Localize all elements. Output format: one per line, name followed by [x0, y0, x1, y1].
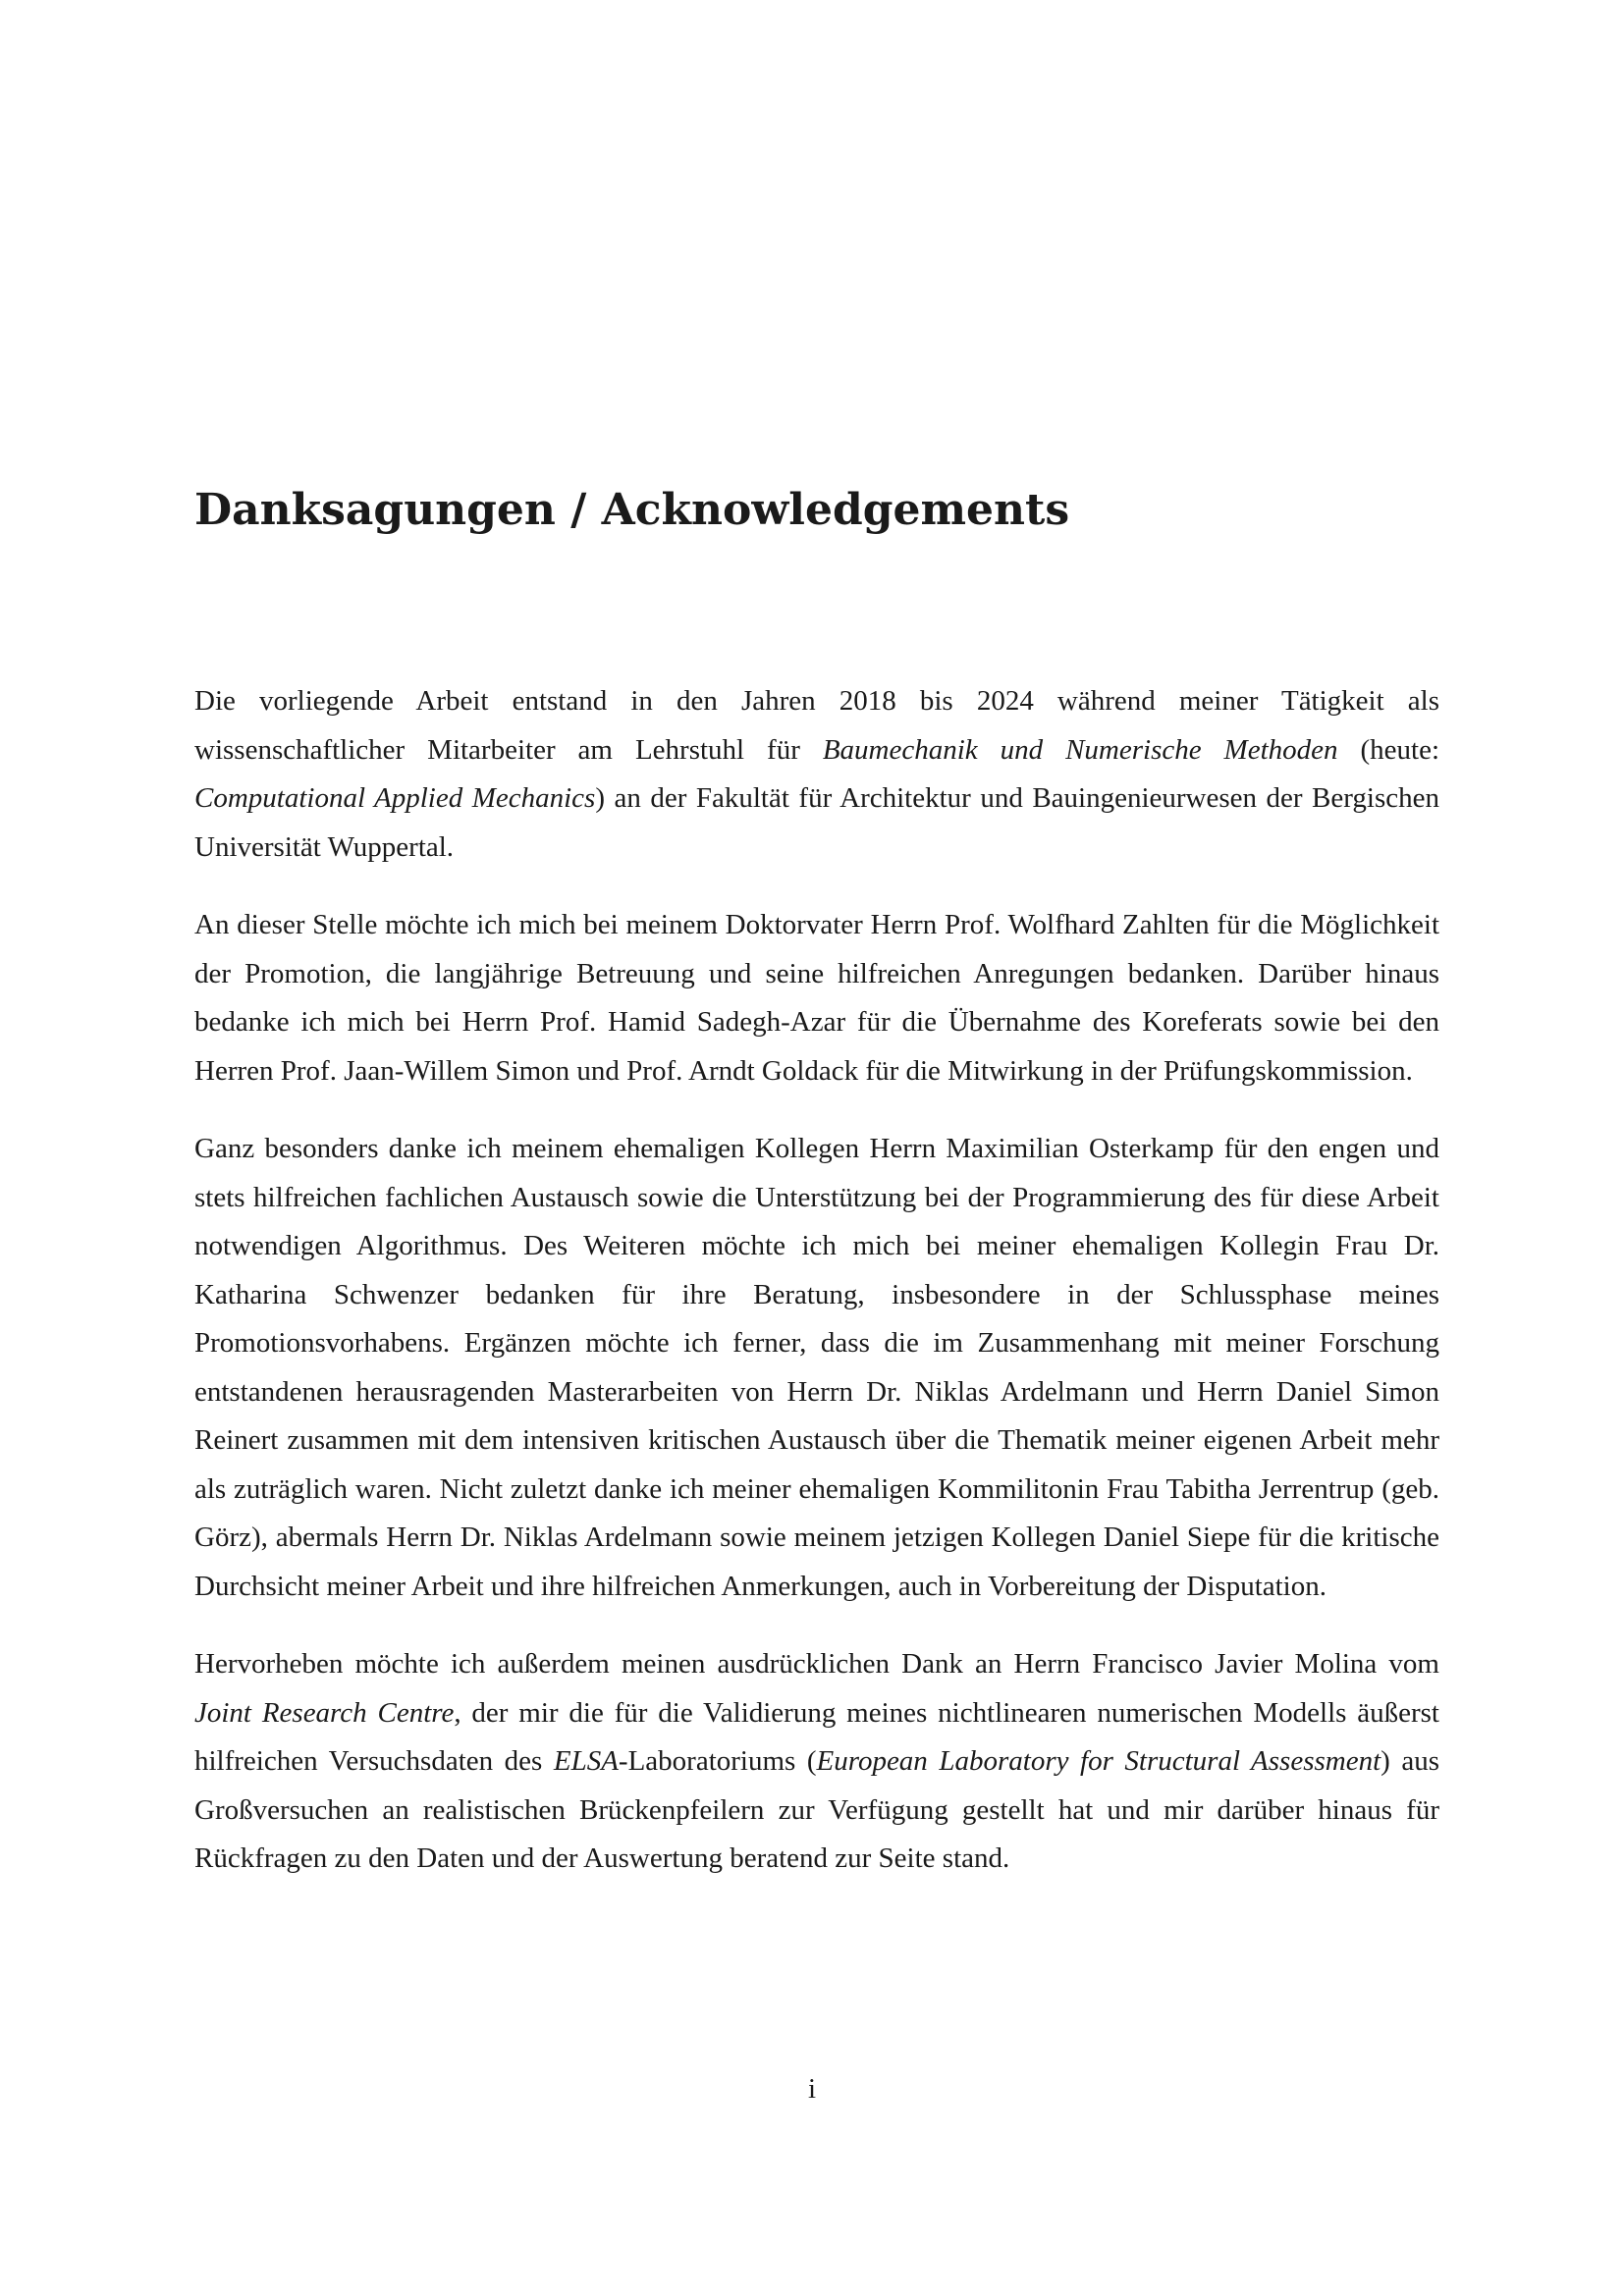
text-segment: Die vorliegende Arbeit entstand in den Jahren 2018 bis 2024 während meiner Tätigkeit als wissenschaftlicher Mitarbeiter am Lehrstuhl für	[194, 685, 1439, 766]
italic-text: European Laboratory for Structural Assessment	[816, 1745, 1381, 1777]
paragraph	[194, 901, 1439, 1095]
text-segment: ) aus Großversuchen an realistischen Brückenpfeilern zur Verfügung gestellt hat und mir darüber hinaus für Rückfragen zu den Daten und der Auswertung beratend zur Seite stand.	[194, 1745, 1439, 1874]
page-title: Danksagungen / Acknowledgements	[194, 485, 1070, 535]
text-segment: , der mir die für die Validierung meines nichtlinearen numerischen Modells äußerst hilfreichen Versuchsdaten des	[194, 1696, 1439, 1777]
italic-text: Baumechanik und Numerische Methoden	[822, 733, 1338, 766]
page-number: i	[807, 2073, 817, 2105]
italic-text: ELSA	[553, 1745, 619, 1777]
text-segment: Hervorheben möchte ich außerdem meinen ausdrücklichen Dank an Herrn Francisco Javier Molina vom	[194, 1648, 1439, 1680]
text-segment: ) an der Fakultät für Architektur und Bauingenieurwesen der Bergischen Universität Wuppertal.	[194, 782, 1439, 863]
text-segment: Ganz besonders danke ich meinem ehemaligen Kollegen Herrn Maximilian Osterkamp für den engen und stets hilfreichen fachlichen Austausch sowie die Unterstützung bei der Programmierung des für diese Arbeit notwendigen Algorithmus. Des Weiteren möchte ich mich bei meiner ehemaligen Kollegin Frau Dr. Katharina Schwenzer bedanken für ihre Beratung, insbesondere in der Schlussphase meines Promotionsvorhabens. Ergänzen möchte ich ferner, dass die im Zusammenhang mit meiner Forschung entstandenen herausragenden Masterarbeiten von Herrn Dr. Niklas Ardelmann und Herrn Daniel Simon Reinert zusammen mit dem intensiven kritischen Austausch über die Thematik meiner eigenen Arbeit mehr als zuträglich waren. Nicht zuletzt danke ich meiner ehemaligen Kommilitonin Frau Tabitha Jerrentrup (geb. Görz), abermals Herrn Dr. Niklas Ardelmann sowie meinem jetzigen Kollegen Daniel Siepe für die kritische Durchsicht meiner Arbeit und ihre hilfreichen Anmerkungen, auch in Vorbereitung der Disputation.	[194, 1133, 1439, 1602]
paragraph	[194, 1640, 1439, 1884]
paragraph	[194, 677, 1439, 872]
text-segment: (heute:	[1337, 733, 1440, 766]
italic-text: Joint Research Centre	[194, 1696, 455, 1729]
text-segment: -Laboratoriums (	[618, 1745, 817, 1777]
text-segment: An dieser Stelle möchte ich mich bei meinem Doktorvater Herrn Prof. Wolfhard Zahlten für die Möglichkeit der Promotion, die langjährige Betreuung und seine hilfreichen Anregungen bedanken. Darüber hinaus bedanke ich mich bei Herrn Prof. Hamid Sadegh-Azar für die Übernahme des Koreferats sowie bei den Herren Prof. Jaan-Willem Simon und Prof. Arndt Goldack für die Mitwirkung in der Prüfungskommission.	[194, 909, 1439, 1087]
body-text	[194, 677, 1439, 1913]
italic-text: Computational Applied Mechanics	[194, 782, 596, 814]
paragraph	[194, 1125, 1439, 1611]
